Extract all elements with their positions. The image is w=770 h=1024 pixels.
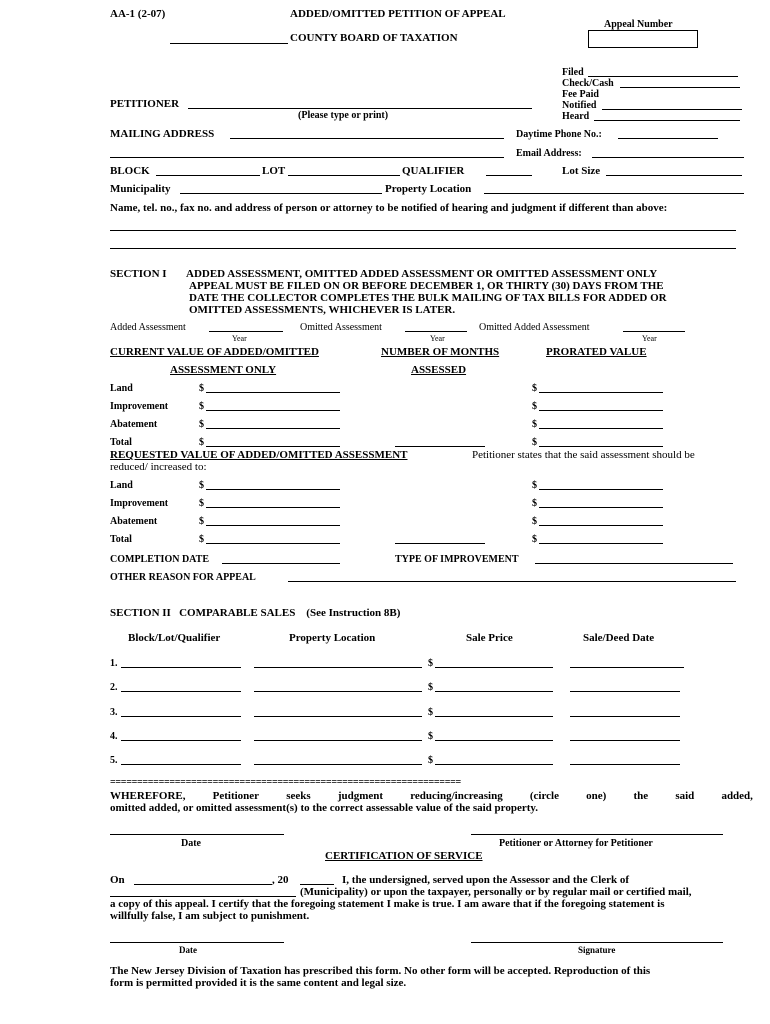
block-line[interactable]	[156, 175, 260, 176]
wherefore-line-1	[110, 790, 753, 802]
number-of-months-heading: NUMBER OF MONTHS	[381, 346, 500, 358]
wherefore-word: the	[633, 790, 649, 802]
qualifier-line[interactable]	[486, 175, 532, 176]
omitted-added-assessment-label: Omitted Added Assessment	[479, 322, 590, 333]
daytime-phone-line[interactable]	[618, 138, 718, 139]
type-of-improvement-line[interactable]	[535, 563, 733, 564]
abatement-label: Abatement	[110, 516, 158, 527]
requested-abatement-prorated-line[interactable]	[539, 525, 663, 526]
wherefore-word: one)	[586, 790, 607, 802]
section1-text-2: APPEAL MUST BE FILED ON OR BEFORE DECEMBER 1, OR THIRTY (30) DAYS FROM THE	[189, 280, 664, 292]
email-label: Email Address:	[516, 148, 582, 159]
omitted-assessment-label: Omitted Assessment	[300, 322, 382, 333]
cert-date-label: Date	[179, 945, 197, 955]
wherefore-date-line[interactable]	[110, 834, 284, 835]
dollar-sign: $	[532, 401, 537, 412]
requested-improvement-prorated-line[interactable]	[539, 507, 663, 508]
comp-block-line[interactable]	[121, 740, 241, 741]
requested-text-1: Petitioner states that the said assessment should be	[472, 449, 695, 461]
notify-instruction: Name, tel. no., fax no. and address of person or attorney to be notified of hearing and judgment if different than above:	[110, 202, 668, 214]
cert-signature-line[interactable]	[471, 942, 723, 943]
comp-price-line[interactable]	[435, 740, 553, 741]
wherefore-word: reducing/increasing	[410, 790, 503, 802]
dollar-sign: $	[199, 437, 204, 448]
dollar-sign: $	[428, 731, 433, 742]
filed-label: Filed	[562, 67, 584, 78]
dollar-sign: $	[532, 437, 537, 448]
notified-label: Notified	[562, 100, 597, 111]
cert-twenty: , 20	[272, 874, 289, 886]
qualifier-label: QUALIFIER	[402, 165, 465, 177]
lot-size-label: Lot Size	[562, 165, 601, 177]
comp-date-line[interactable]	[570, 764, 680, 765]
dollar-sign: $	[532, 383, 537, 394]
completion-date-label: COMPLETION DATE	[110, 554, 209, 565]
check-cash-line[interactable]	[620, 87, 740, 88]
dollar-sign: $	[199, 480, 204, 491]
dollar-sign: $	[532, 480, 537, 491]
improvement-prorated-line[interactable]	[539, 410, 663, 411]
cert-line-4: willfully false, I am subject to punishment.	[110, 910, 310, 922]
comp-block-line[interactable]	[121, 667, 241, 668]
comp-block-line[interactable]	[121, 764, 241, 765]
requested-text-2: reduced/ increased to:	[110, 461, 207, 473]
cert-date-line[interactable]	[134, 884, 272, 885]
section1-heading: SECTION I	[110, 268, 167, 280]
omitted-assessment-year-line[interactable]	[405, 331, 467, 332]
certification-heading: CERTIFICATION OF SERVICE	[325, 850, 483, 862]
dollar-sign: $	[532, 516, 537, 527]
abatement-label: Abatement	[110, 419, 158, 430]
block-label: BLOCK	[110, 165, 150, 177]
row-number: 2.	[110, 682, 118, 693]
total-label: Total	[110, 437, 132, 448]
wherefore-word: said	[675, 790, 695, 802]
year-label-3: Year	[642, 334, 657, 343]
comp-block-line[interactable]	[121, 716, 241, 717]
county-board-label: COUNTY BOARD OF TAXATION	[290, 32, 458, 44]
dollar-sign: $	[428, 658, 433, 669]
dollar-sign: $	[428, 707, 433, 718]
footer-line-1: The New Jersey Division of Taxation has prescribed this form. No other form will be accepted. Reproduction of this	[110, 965, 651, 977]
daytime-phone-label: Daytime Phone No.:	[516, 129, 602, 140]
cert-line-2: (Municipality) or upon the taxpayer, personally or by regular mail or certified mail,	[300, 886, 692, 898]
row-number: 5.	[110, 755, 118, 766]
dollar-sign: $	[532, 534, 537, 545]
dollar-sign: $	[428, 755, 433, 766]
wherefore-date-label: Date	[181, 838, 201, 849]
year-label-2: Year	[430, 334, 445, 343]
filed-line[interactable]	[588, 76, 738, 77]
cert-line-1: I, the undersigned, served upon the Assessor and the Clerk of	[342, 874, 630, 886]
requested-months-line[interactable]	[395, 543, 485, 544]
requested-total-prorated-line[interactable]	[539, 543, 663, 544]
col-block-lot-qualifier: Block/Lot/Qualifier	[128, 632, 221, 644]
land-value-line[interactable]	[206, 392, 340, 393]
cert-signature-label: Signature	[578, 945, 616, 955]
dollar-sign: $	[199, 383, 204, 394]
cert-year-line[interactable]	[300, 884, 334, 885]
comp-price-line[interactable]	[435, 716, 553, 717]
county-name-line[interactable]	[170, 43, 288, 44]
land-label: Land	[110, 480, 133, 491]
other-reason-line[interactable]	[288, 581, 736, 582]
wherefore-word: judgment	[337, 790, 384, 802]
dollar-sign: $	[199, 534, 204, 545]
property-location-label: Property Location	[385, 183, 472, 195]
fee-paid-label: Fee Paid	[562, 89, 599, 100]
requested-value-heading: REQUESTED VALUE OF ADDED/OMITTED ASSESSMENT	[110, 449, 408, 461]
requested-improvement-line[interactable]	[206, 507, 340, 508]
comp-block-line[interactable]	[121, 691, 241, 692]
comp-date-line[interactable]	[570, 740, 680, 741]
petitioner-line[interactable]	[188, 108, 532, 109]
requested-total-line[interactable]	[206, 543, 340, 544]
section1-text-4: OMITTED ASSESSMENTS, WHICHEVER IS LATER.	[189, 304, 456, 316]
form-id: AA-1 (2-07)	[110, 8, 166, 20]
mailing-address-label: MAILING ADDRESS	[110, 128, 215, 140]
completion-date-line[interactable]	[222, 563, 340, 564]
current-value-heading-2: ASSESSMENT ONLY	[170, 364, 277, 376]
total-value-line[interactable]	[206, 446, 340, 447]
total-label: Total	[110, 534, 132, 545]
comp-date-line[interactable]	[570, 667, 684, 668]
cert-on: On	[110, 874, 125, 886]
notify-line-2[interactable]	[110, 248, 736, 249]
col-sale-deed-date: Sale/Deed Date	[583, 632, 655, 644]
requested-abatement-line[interactable]	[206, 525, 340, 526]
dollar-sign: $	[199, 419, 204, 430]
prorated-value-heading: PRORATED VALUE	[546, 346, 647, 358]
improvement-value-line[interactable]	[206, 410, 340, 411]
petitioner-signature-line[interactable]	[471, 834, 723, 835]
lot-line[interactable]	[288, 175, 400, 176]
other-reason-label: OTHER REASON FOR APPEAL	[110, 572, 256, 583]
appeal-number-label: Appeal Number	[604, 19, 673, 30]
abatement-prorated-line[interactable]	[539, 428, 663, 429]
col-property-location: Property Location	[289, 632, 376, 644]
lot-size-line[interactable]	[606, 175, 742, 176]
dollar-sign: $	[532, 498, 537, 509]
email-line[interactable]	[592, 157, 744, 158]
col-sale-price: Sale Price	[466, 632, 513, 644]
dollar-sign: $	[532, 419, 537, 430]
row-number: 4.	[110, 731, 118, 742]
added-assessment-label: Added Assessment	[110, 322, 186, 333]
comp-location-line[interactable]	[254, 691, 422, 692]
wherefore-word: WHEREFORE,	[110, 790, 186, 802]
heard-line[interactable]	[594, 120, 740, 121]
comp-price-line[interactable]	[435, 667, 553, 668]
dollar-sign: $	[199, 516, 204, 527]
comp-price-line[interactable]	[435, 764, 553, 765]
comp-location-line[interactable]	[254, 740, 422, 741]
number-of-months-heading-2: ASSESSED	[411, 364, 467, 376]
check-cash-label: Check/Cash	[562, 78, 614, 89]
land-label: Land	[110, 383, 133, 394]
row-number: 1.	[110, 658, 118, 669]
municipality-label: Municipality	[110, 183, 171, 195]
cert-line-3: a copy of this appeal. I certify that the foregoing statement I make is true. I am aware that if the foregoing statement is	[110, 898, 665, 910]
lot-label: LOT	[262, 165, 286, 177]
improvement-label: Improvement	[110, 401, 169, 412]
notified-line[interactable]	[602, 109, 742, 110]
petitioner-note: (Please type or print)	[298, 110, 389, 121]
comp-location-line[interactable]	[254, 716, 422, 717]
year-label-1: Year	[232, 334, 247, 343]
municipality-line[interactable]	[180, 193, 382, 194]
section2-heading: SECTION II COMPARABLE SALES (See Instruction 8B)	[110, 607, 401, 619]
heard-label: Heard	[562, 111, 590, 122]
petitioner-label: PETITIONER	[110, 98, 180, 110]
total-prorated-line[interactable]	[539, 446, 663, 447]
mailing-address-line[interactable]	[230, 138, 504, 139]
comp-price-line[interactable]	[435, 691, 553, 692]
separator-line: =================================================================	[110, 777, 461, 788]
comp-location-line[interactable]	[254, 667, 422, 668]
mailing-address-line-2[interactable]	[110, 157, 504, 158]
wherefore-line-2: omitted added, or omitted assessment(s) to the correct assessable value of the said property.	[110, 802, 539, 814]
current-value-heading: CURRENT VALUE OF ADDED/OMITTED	[110, 346, 319, 358]
improvement-label: Improvement	[110, 498, 169, 509]
section1-text-1: ADDED ASSESSMENT, OMITTED ADDED ASSESSMENT OR OMITTED ASSESSMENT ONLY	[186, 268, 658, 280]
land-prorated-line[interactable]	[539, 392, 663, 393]
wherefore-word: Petitioner	[212, 790, 260, 802]
cert-municipality-line[interactable]	[110, 896, 296, 897]
section1-text-3: DATE THE COLLECTOR COMPLETES THE BULK MAILING OF TAX BILLS FOR ADDED OR	[189, 292, 667, 304]
wherefore-word: (circle	[529, 790, 559, 802]
abatement-value-line[interactable]	[206, 428, 340, 429]
wherefore-word: added,	[721, 790, 753, 802]
dollar-sign: $	[199, 401, 204, 412]
added-assessment-year-line[interactable]	[209, 331, 283, 332]
footer-line-2: form is permitted provided it is the same content and legal size.	[110, 977, 407, 989]
omitted-added-year-line[interactable]	[623, 331, 685, 332]
comp-location-line[interactable]	[254, 764, 422, 765]
requested-land-prorated-line[interactable]	[539, 489, 663, 490]
dollar-sign: $	[428, 682, 433, 693]
row-number: 3.	[110, 707, 118, 718]
type-of-improvement-label: TYPE OF IMPROVEMENT	[395, 554, 519, 565]
cert-date-signature-line[interactable]	[110, 942, 284, 943]
comp-date-line[interactable]	[570, 691, 680, 692]
notify-line-1[interactable]	[110, 230, 736, 231]
form-title: ADDED/OMITTED PETITION OF APPEAL	[290, 8, 506, 20]
property-location-line[interactable]	[484, 193, 744, 194]
wherefore-word: seeks	[286, 790, 311, 802]
dollar-sign: $	[199, 498, 204, 509]
months-assessed-line[interactable]	[395, 446, 485, 447]
appeal-number-box[interactable]	[588, 30, 698, 48]
petitioner-or-attorney-label: Petitioner or Attorney for Petitioner	[499, 838, 653, 849]
requested-land-line[interactable]	[206, 489, 340, 490]
comp-date-line[interactable]	[570, 716, 680, 717]
